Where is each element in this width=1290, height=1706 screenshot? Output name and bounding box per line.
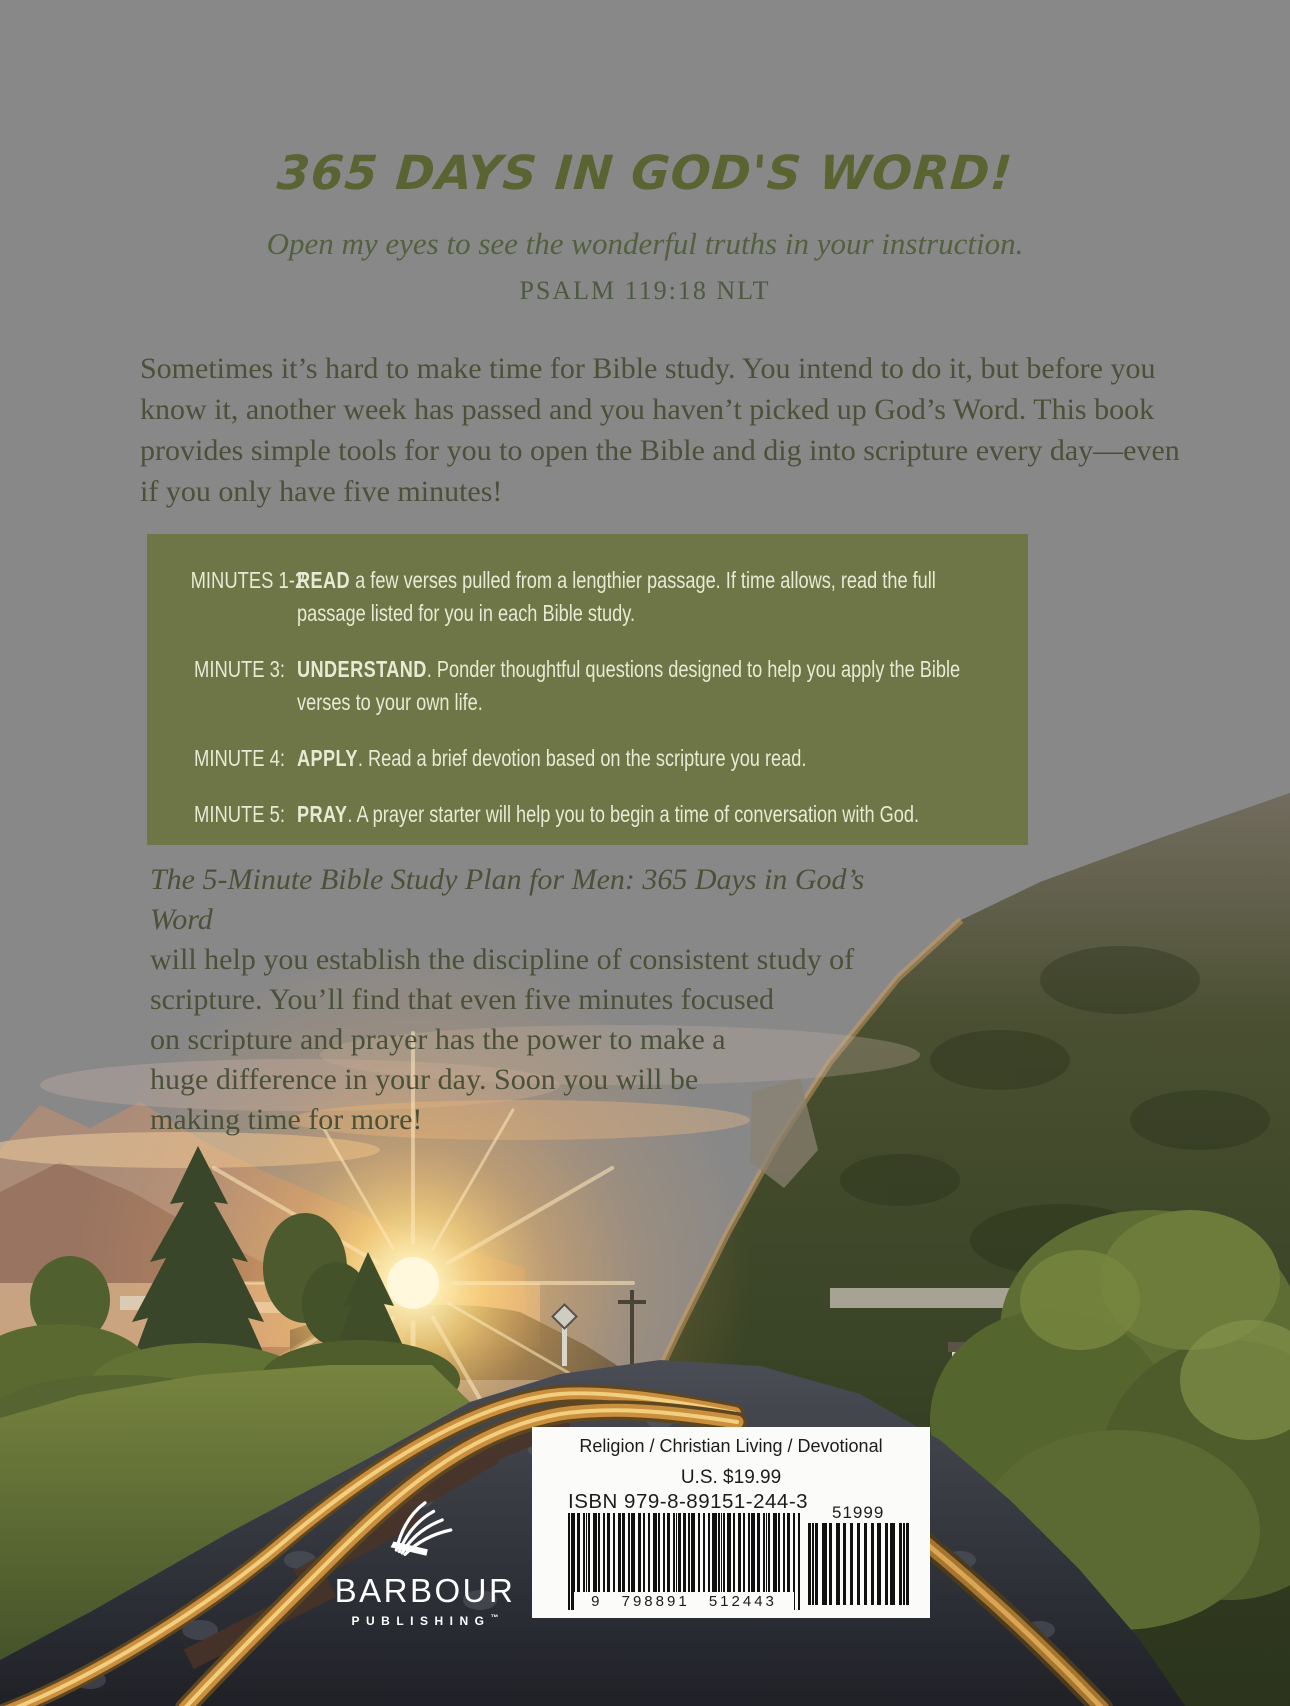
publisher-subtitle: PUBLISHING™ <box>351 1613 499 1628</box>
plan-description: a few verses pulled from a lengthier passage. If time allows, read the full passage listed for you in each Bible study. <box>297 567 936 626</box>
study-plan-box <box>147 534 1028 845</box>
plan-keyword: READ <box>297 567 351 593</box>
ean-digits: 9 798891 512443 <box>574 1592 794 1611</box>
plan-item-text <box>297 742 1005 775</box>
publisher-name: BARBOUR <box>334 1572 516 1609</box>
plan-item-label: MINUTE 4: <box>194 745 285 771</box>
barcode-panel <box>532 1427 930 1618</box>
plan-item-text <box>297 653 1005 719</box>
outro-line: huge difference in your day. Soon you will be <box>150 1063 699 1096</box>
publisher-logo <box>305 1490 545 1628</box>
intro-line: Sometimes it’s hard to make time for Bible study. You intend to do it, but before you <box>140 352 1156 385</box>
plan-keyword: UNDERSTAND <box>297 656 427 682</box>
outro-paragraph <box>150 860 870 1140</box>
price-label: U.S. $19.99 <box>680 1467 782 1488</box>
plan-item <box>167 742 1008 775</box>
category-label: Religion / Christian Living / Devotional <box>579 1436 883 1456</box>
plan-item <box>167 564 1008 630</box>
intro-line: if you only have five minutes! <box>140 475 503 508</box>
scripture-quote: Open my eyes to see the wonderful truths in your instruction. <box>266 226 1024 261</box>
plan-description: . Ponder thoughtful questions designed to help you apply the Bible verses to your own life. <box>297 656 961 715</box>
price-barcode <box>808 1523 912 1605</box>
plan-description: . A prayer starter will help you to begin a time of conversation with God. <box>347 801 920 827</box>
intro-line: know it, another week has passed and you haven’t picked up God’s Word. This book <box>140 393 1155 426</box>
intro-paragraph <box>140 348 1180 512</box>
plan-item-label: MINUTE 5: <box>194 801 285 827</box>
page-title: 365 DAYS IN GOD'S WORD! <box>275 146 1015 201</box>
plan-item-text <box>297 798 1005 831</box>
outro-line: making time for more! <box>150 1103 423 1136</box>
trademark-symbol: ™ <box>490 1613 499 1622</box>
outro-line: will help you establish the discipline of consistent study of <box>150 943 855 976</box>
plan-item <box>167 798 1008 831</box>
plan-item <box>167 653 1008 719</box>
scripture-reference: PSALM 119:18 NLT <box>519 276 771 305</box>
outro-line: on scripture and prayer has the power to make a <box>150 1023 726 1056</box>
book-title-italic: The 5-Minute Bible Study Plan for Men: 365 Days in God’s Word <box>150 863 865 936</box>
isbn-label: ISBN 979-8-89151-244-3 <box>568 1490 809 1513</box>
plan-keyword: PRAY <box>297 801 348 827</box>
plan-item-text <box>297 564 1005 630</box>
plan-item-label: MINUTES 1-2: <box>190 567 311 593</box>
price-code: 51999 <box>832 1503 885 1522</box>
intro-line: provides simple tools for you to open the Bible and dig into scripture every day—even <box>140 434 1180 467</box>
outro-line: scripture. You’ll find that even five minutes focused <box>150 983 775 1016</box>
plan-description: . Read a brief devotion based on the scripture you read. <box>357 745 807 771</box>
plan-keyword: APPLY <box>297 745 358 771</box>
plan-item-label: MINUTE 3: <box>194 656 285 682</box>
open-book-icon <box>382 1490 468 1570</box>
